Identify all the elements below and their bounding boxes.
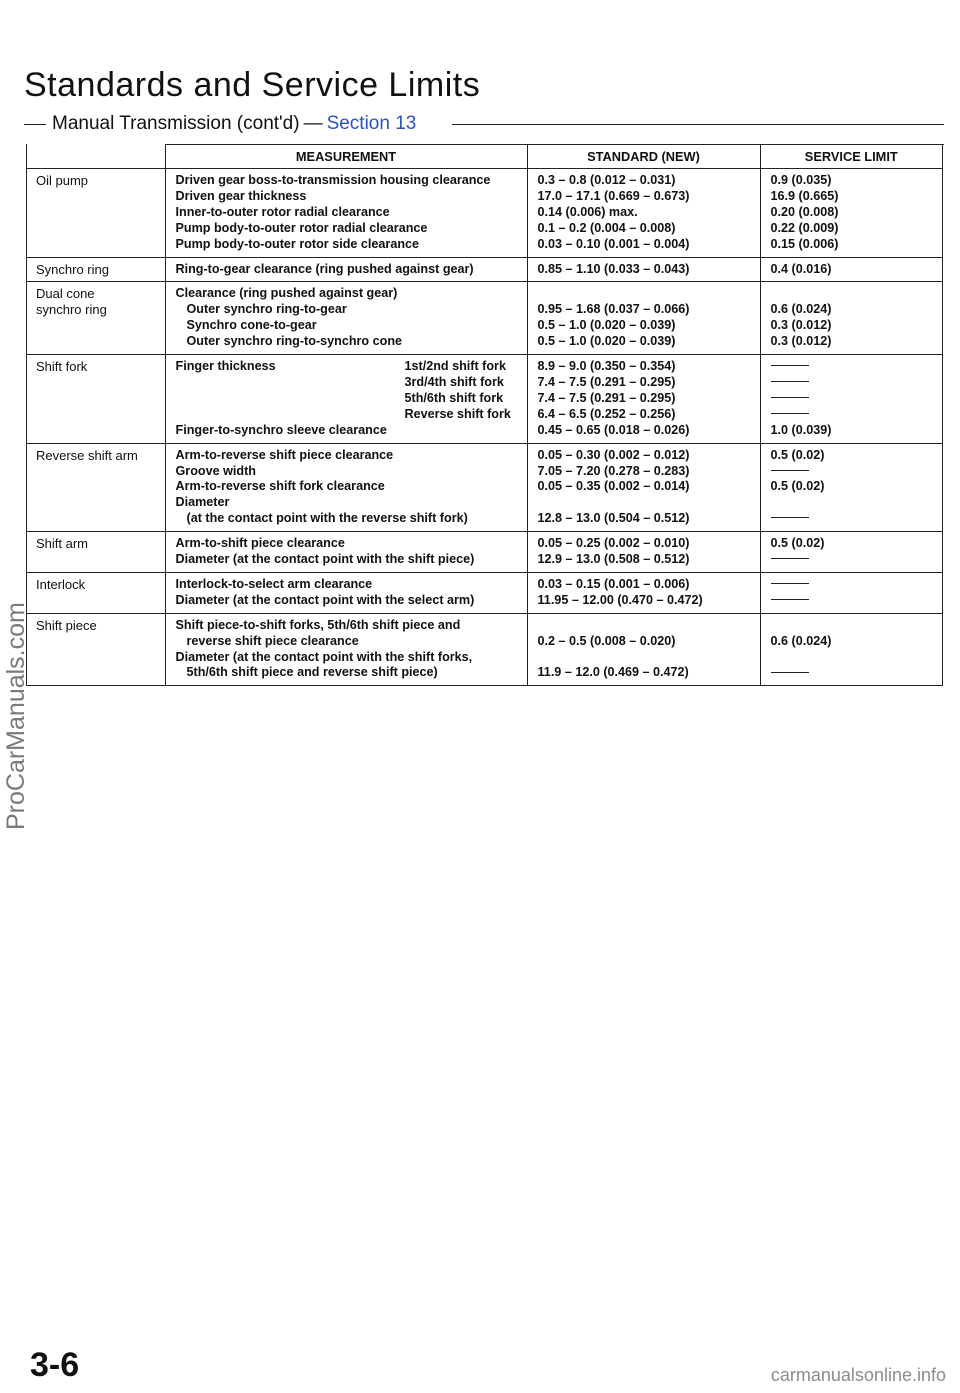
header-measurement: MEASUREMENT (165, 144, 527, 169)
spec-table-frame (26, 144, 943, 686)
service-limit-value: 1.0 (0.039) (770, 422, 832, 437)
table-row (27, 355, 942, 444)
no-limit-dash (771, 672, 809, 673)
cell-measurement (165, 443, 527, 532)
service-limit-value (771, 495, 933, 511)
cell-service-limit (760, 443, 942, 532)
measurement-line: Arm-to-reverse shift fork clearance (175, 479, 385, 494)
standard-value (538, 618, 750, 634)
measurement-line: reverse shift piece clearance (186, 633, 359, 648)
service-limit-value: 0.6 (0.024) (770, 633, 832, 648)
no-limit-dash (771, 517, 809, 518)
cell-standard (527, 169, 760, 258)
category-line: synchro ring (36, 302, 107, 318)
fork-line (176, 359, 517, 375)
fork-name: 1st/2nd shift fork (404, 359, 506, 374)
category-line: Dual cone (36, 286, 95, 302)
category-line: Shift piece (36, 617, 97, 633)
table-row (27, 532, 942, 573)
no-limit-dash (771, 470, 809, 471)
cell-service-limit (760, 355, 942, 444)
measurement-line: Shift piece-to-shift forks, 5th/6th shift piece and (175, 617, 461, 632)
no-limit-dash (771, 381, 809, 382)
standard-value: 0.45 – 0.65 (0.018 – 0.026) (537, 422, 690, 437)
standard-value: 0.14 (0.006) max. (537, 204, 638, 219)
service-limit-value (771, 286, 933, 302)
header-rule-left (24, 124, 46, 125)
standard-value: 0.05 – 0.25 (0.002 – 0.010) (537, 536, 690, 551)
cell-category (27, 443, 165, 532)
service-limit-value: 0.4 (0.016) (770, 261, 832, 276)
standard-value: 0.85 – 1.10 (0.033 – 0.043) (537, 261, 690, 276)
watermark-side: ProCarManuals.com (2, 602, 30, 830)
cell-service-limit (760, 282, 942, 355)
service-limit-value: 0.3 (0.012) (770, 318, 832, 333)
table-row (27, 257, 942, 282)
measurement-line: Groove width (175, 463, 256, 478)
table-body (27, 169, 942, 686)
service-limit-value (771, 650, 933, 666)
no-limit-dash (771, 413, 809, 414)
service-limit-value (771, 593, 933, 609)
no-limit-dash (771, 583, 809, 584)
standard-value: 0.5 – 1.0 (0.020 – 0.039) (537, 318, 676, 333)
cell-measurement (165, 257, 527, 282)
subtitle-text: Manual Transmission (cont'd) (52, 113, 300, 134)
standard-value: 7.4 – 7.5 (0.291 – 0.295) (537, 390, 676, 405)
table-top-rule (165, 144, 944, 145)
cell-standard (527, 282, 760, 355)
table-row (27, 443, 942, 532)
cell-standard (527, 443, 760, 532)
standard-value: 0.95 – 1.68 (0.037 – 0.066) (537, 302, 690, 317)
table-row (27, 572, 942, 613)
cell-category (27, 532, 165, 573)
standard-value: 17.0 – 17.1 (0.669 – 0.673) (537, 188, 690, 203)
cell-measurement (165, 613, 527, 685)
measurement-line: Diameter (at the contact point with the select arm) (175, 592, 475, 607)
service-limit-value: 0.15 (0.006) (770, 236, 839, 251)
cell-service-limit (760, 257, 942, 282)
category-line: Oil pump (36, 173, 89, 188)
no-limit-dash (771, 365, 809, 366)
measurement-line: Arm-to-reverse shift piece clearance (175, 447, 394, 462)
service-limit-value: 0.22 (0.009) (770, 220, 839, 235)
cell-measurement (165, 282, 527, 355)
measurement-line: Synchro cone-to-gear (186, 318, 317, 333)
service-limit-value (771, 375, 933, 391)
table-row (27, 282, 942, 355)
standard-value: 0.03 – 0.10 (0.001 – 0.004) (537, 236, 690, 251)
standard-value: 0.1 – 0.2 (0.004 – 0.008) (537, 220, 676, 235)
table-row (27, 169, 942, 258)
cell-category (27, 613, 165, 685)
cell-category (27, 282, 165, 355)
cell-service-limit (760, 613, 942, 685)
fork-line (176, 375, 517, 391)
table-row (27, 613, 942, 685)
section-subtitle (52, 113, 416, 135)
standard-value: 8.9 – 9.0 (0.350 – 0.354) (537, 359, 676, 374)
cell-category (27, 169, 165, 258)
fork-name: 5th/6th shift fork (404, 390, 504, 405)
cell-measurement (165, 532, 527, 573)
measurement-line: Driven gear boss-to-transmission housing clearance (175, 173, 491, 187)
service-limit-value (771, 359, 933, 375)
measurement-line: Diameter (at the contact point with the shift piece) (175, 552, 475, 567)
service-limit-value: 16.9 (0.665) (770, 188, 839, 203)
measurement-line: Finger thickness (175, 359, 276, 374)
service-limit-value: 0.9 (0.035) (770, 173, 832, 187)
cell-standard (527, 572, 760, 613)
fork-line (176, 407, 517, 423)
category-line: Reverse shift arm (36, 447, 138, 463)
measurement-line: Interlock-to-select arm clearance (175, 576, 373, 591)
standard-value: 6.4 – 6.5 (0.252 – 0.256) (537, 406, 676, 421)
cell-measurement (165, 169, 527, 258)
section-header (24, 114, 944, 136)
cell-service-limit (760, 169, 942, 258)
service-limit-value: 0.5 (0.02) (770, 447, 825, 462)
service-limit-value (771, 511, 933, 527)
cell-service-limit (760, 572, 942, 613)
service-limit-value (771, 464, 933, 480)
category-line: Interlock (36, 576, 86, 592)
category-line: Synchro ring (36, 261, 109, 277)
standard-value: 0.5 – 1.0 (0.020 – 0.039) (537, 334, 676, 349)
spec-table (27, 144, 942, 685)
standard-value: 12.8 – 13.0 (0.504 – 0.512) (537, 511, 690, 526)
service-limit-value: 0.6 (0.024) (770, 302, 832, 317)
service-limit-value: 0.20 (0.008) (770, 204, 839, 219)
watermark-bottom: carmanualsonline.info (770, 1365, 946, 1385)
measurement-line: Diameter (at the contact point with the shift forks, (175, 649, 473, 664)
cell-category (27, 257, 165, 282)
measurement-line: Inner-to-outer rotor radial clearance (175, 204, 390, 219)
service-limit-value: 0.3 (0.012) (770, 334, 832, 349)
subtitle-dash: — (303, 113, 323, 134)
measurement-line: Pump body-to-outer rotor side clearance (175, 236, 420, 251)
page-number: 3-6 (30, 1346, 80, 1384)
standard-value (538, 495, 750, 511)
measurement-line: Clearance (ring pushed against gear) (175, 286, 398, 301)
service-limit-value (771, 577, 933, 593)
table-header-row (27, 144, 942, 169)
measurement-line: Finger-to-synchro sleeve clearance (175, 422, 387, 437)
standard-value (538, 286, 750, 302)
measurement-line: (at the contact point with the reverse shift fork) (186, 511, 468, 526)
category-line: Shift arm (36, 536, 89, 552)
standard-value: 0.05 – 0.35 (0.002 – 0.014) (537, 479, 690, 494)
cell-measurement (165, 355, 527, 444)
header-rule-right (452, 124, 944, 125)
service-limit-value: 0.5 (0.02) (770, 479, 825, 494)
cell-service-limit (760, 532, 942, 573)
cell-measurement (165, 572, 527, 613)
measurement-line: Driven gear thickness (175, 188, 307, 203)
page-title: Standards and Service Limits (24, 66, 481, 104)
standard-value: 0.3 – 0.8 (0.012 – 0.031) (537, 173, 676, 187)
standard-value: 7.4 – 7.5 (0.291 – 0.295) (537, 374, 676, 389)
measurement-line: Diameter (175, 495, 230, 510)
header-standard: STANDARD (NEW) (527, 144, 760, 169)
cell-standard (527, 257, 760, 282)
cell-category (27, 572, 165, 613)
measurement-line: 5th/6th shift piece and reverse shift piece) (186, 665, 438, 680)
no-limit-dash (771, 599, 809, 600)
standard-value: 12.9 – 13.0 (0.508 – 0.512) (537, 552, 690, 567)
service-limit-value: 0.5 (0.02) (770, 536, 825, 551)
service-limit-value (771, 618, 933, 634)
measurement-line: Outer synchro ring-to-gear (186, 302, 347, 317)
cell-standard (527, 532, 760, 573)
cell-standard (527, 613, 760, 685)
no-limit-dash (771, 397, 809, 398)
service-limit-value (771, 391, 933, 407)
standard-value (538, 650, 750, 666)
category-line: Shift fork (36, 359, 88, 375)
standard-value: 0.2 – 0.5 (0.008 – 0.020) (537, 633, 676, 648)
measurement-line: Arm-to-shift piece clearance (175, 536, 345, 551)
standard-value: 0.05 – 0.30 (0.002 – 0.012) (537, 447, 690, 462)
service-limit-value (771, 407, 933, 423)
cell-standard (527, 355, 760, 444)
fork-line (176, 391, 517, 407)
measurement-line: Outer synchro ring-to-synchro cone (186, 334, 403, 349)
service-limit-value (771, 552, 933, 568)
standard-value: 0.03 – 0.15 (0.001 – 0.006) (537, 576, 690, 591)
standard-value: 11.9 – 12.0 (0.469 – 0.472) (537, 665, 689, 680)
measurement-line: Ring-to-gear clearance (ring pushed against gear) (175, 261, 474, 276)
standard-value: 7.05 – 7.20 (0.278 – 0.283) (537, 463, 690, 478)
service-limit-value (771, 665, 933, 681)
cell-category (27, 355, 165, 444)
section-link[interactable]: Section 13 (326, 113, 417, 134)
fork-name: 3rd/4th shift fork (404, 374, 504, 389)
header-service-limit: SERVICE LIMIT (760, 144, 942, 169)
no-limit-dash (771, 558, 809, 559)
measurement-line: Pump body-to-outer rotor radial clearance (175, 220, 428, 235)
fork-name: Reverse shift fork (404, 406, 511, 421)
standard-value: 11.95 – 12.00 (0.470 – 0.472) (537, 592, 703, 607)
header-category (27, 144, 165, 169)
